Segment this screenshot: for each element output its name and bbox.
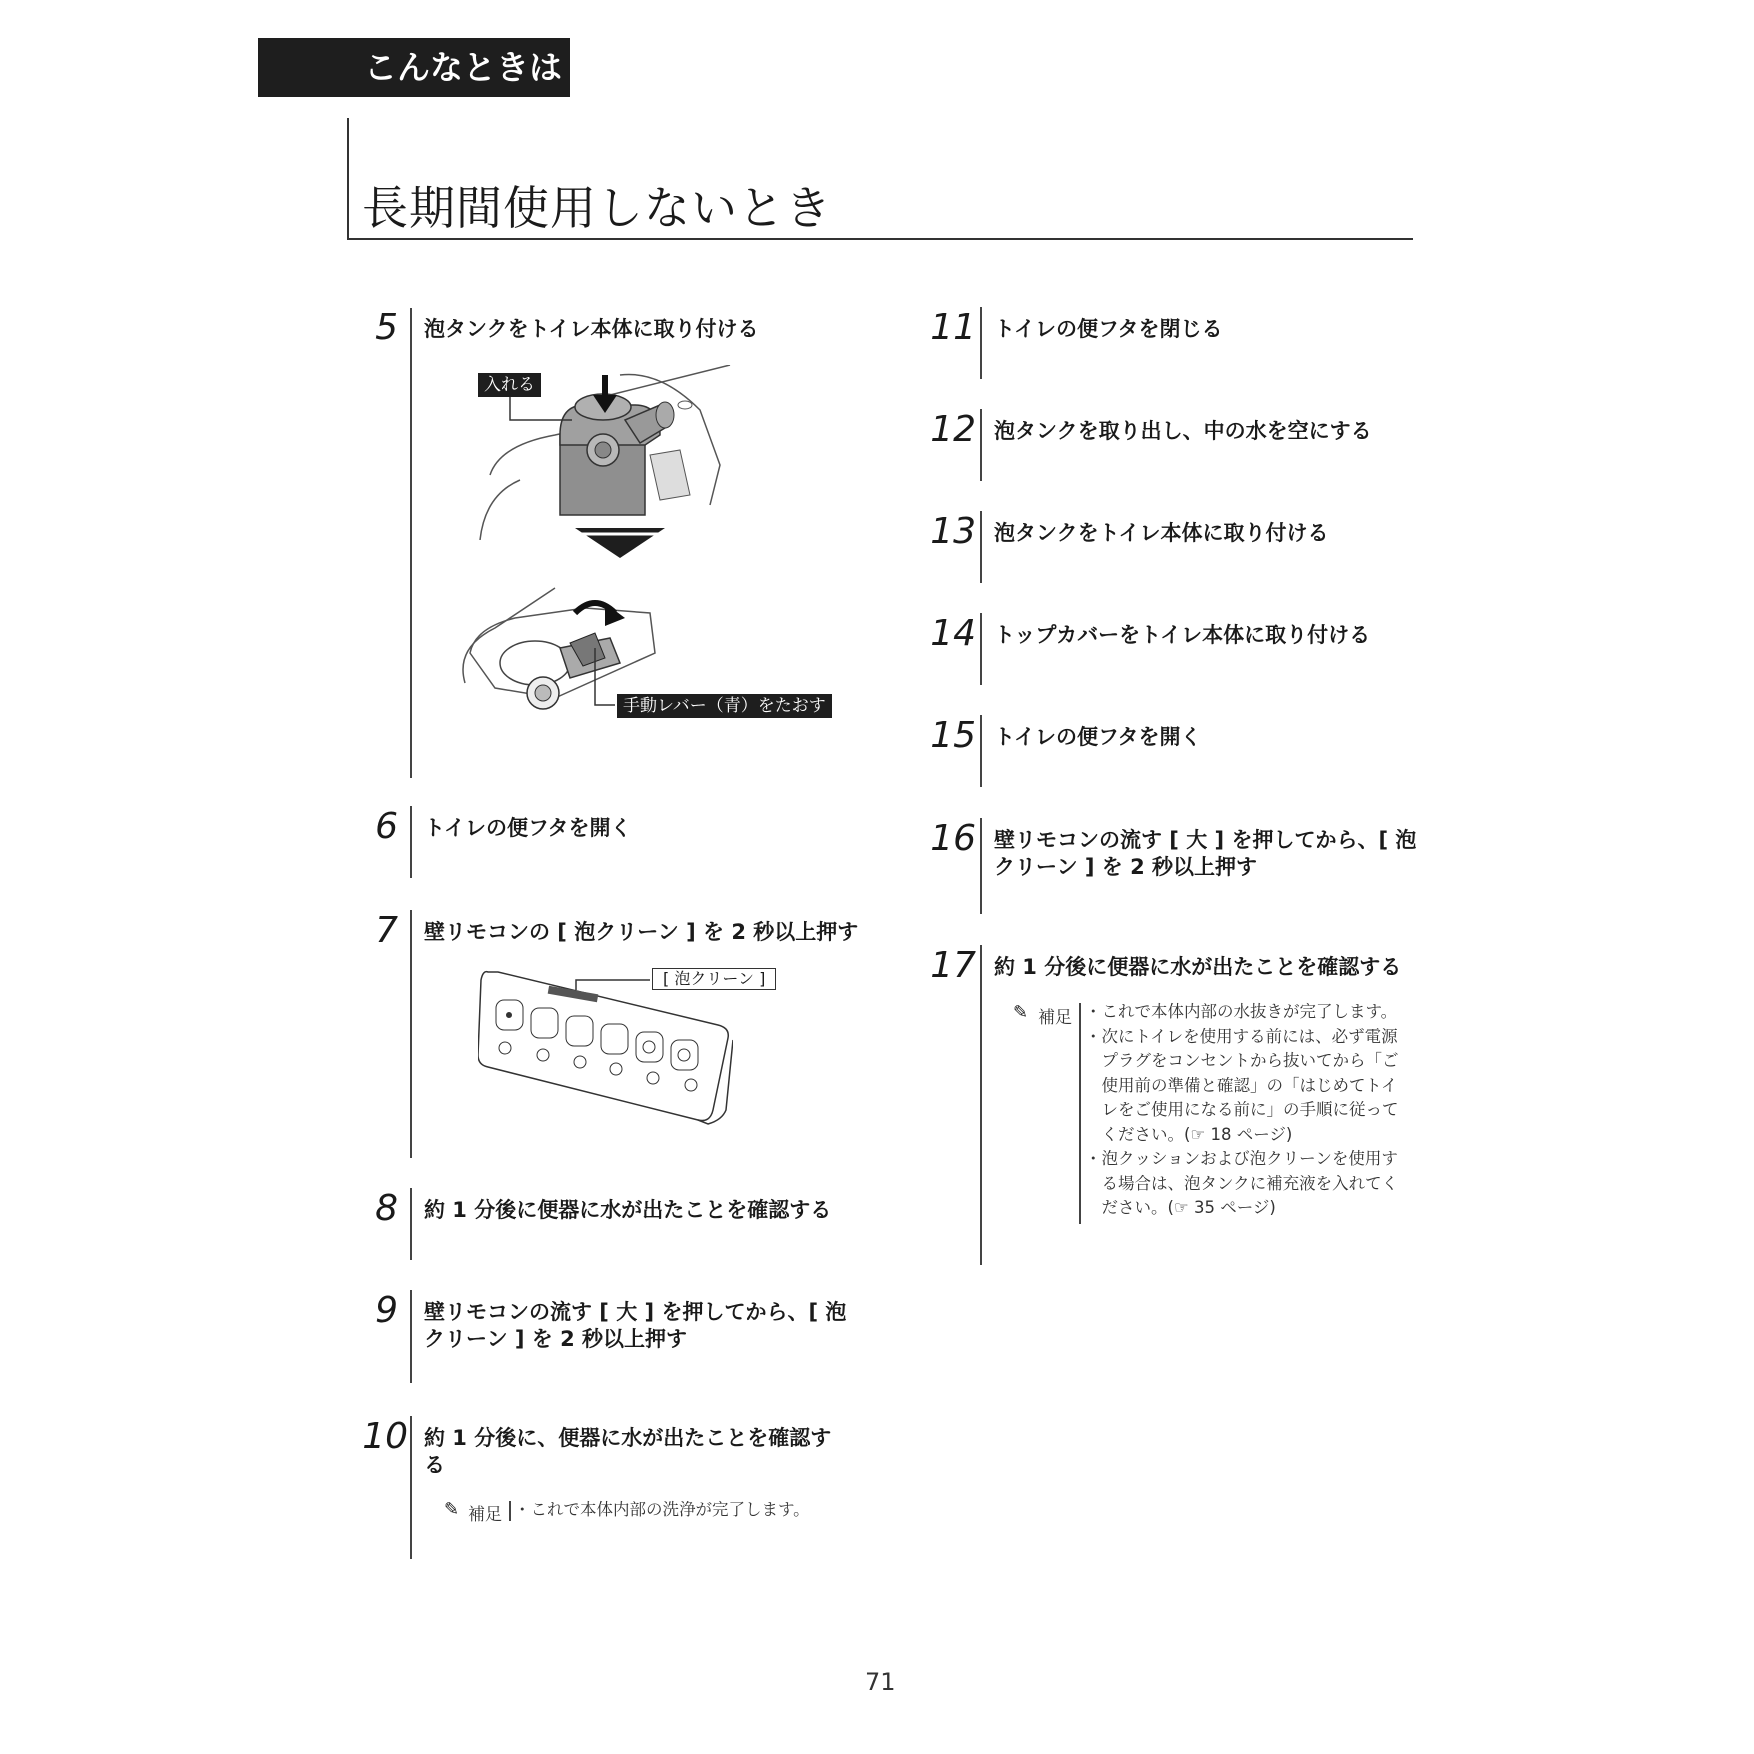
- step-text-line: 約 1 分後に、便器に水が出たことを確認す: [424, 1426, 832, 1450]
- step-number: 6: [375, 806, 398, 847]
- step-number: 12: [930, 409, 976, 450]
- step-text: [424, 1299, 846, 1353]
- page-number: 71: [865, 1668, 896, 1696]
- foam-clean-button-label: [ 泡クリーン ]: [652, 968, 776, 990]
- step-text-line: クリーン ] を 2 秒以上押す: [424, 1327, 688, 1351]
- note-line: る場合は、泡タンクに補充液を入れてく: [1085, 1173, 1399, 1193]
- note-line: ・泡クッションおよび泡クリーンを使用す: [1085, 1149, 1398, 1168]
- step-divider: [980, 307, 982, 379]
- step-number: 9: [375, 1290, 398, 1331]
- step-text-line: 壁リモコンの流す [ 大 ] を押してから、[ 泡: [424, 1300, 847, 1324]
- note-line: ださい。(☞ 35 ページ): [1085, 1198, 1276, 1217]
- title-divider-vertical: [347, 118, 349, 240]
- step-text-line: 壁リモコンの流す [ 大 ] を押してから、[ 泡: [994, 828, 1417, 852]
- step-divider: [980, 715, 982, 787]
- step-text: トイレの便フタを閉じる: [994, 317, 1223, 341]
- note-line: 使用前の準備と確認」の「はじめてトイ: [1085, 1075, 1398, 1095]
- note-line: レをご使用になる前に」の手順に従って: [1085, 1100, 1399, 1119]
- step-number: 11: [930, 307, 976, 348]
- step-text: 泡タンクをトイレ本体に取り付ける: [994, 521, 1329, 545]
- note-divider: [1079, 1003, 1081, 1224]
- step-divider: [980, 511, 982, 583]
- step-text-line: クリーン ] を 2 秒以上押す: [994, 855, 1258, 879]
- pencil-icon: ✎: [1013, 1002, 1029, 1023]
- note-text: ・これで本体内部の洗浄が完了します。: [514, 1500, 810, 1519]
- step-divider: [410, 910, 412, 1158]
- title-divider-horizontal: [347, 238, 1413, 240]
- step-number: 7: [375, 910, 398, 951]
- lever-label: 手動レバー（青）をたおす: [617, 694, 832, 718]
- insert-label: 入れる: [478, 373, 541, 397]
- step-text: 壁リモコンの [ 泡クリーン ] を 2 秒以上押す: [424, 920, 859, 944]
- step-text-line: る: [424, 1453, 445, 1477]
- step-number: 5: [375, 307, 398, 348]
- step-text: トイレの便フタを開く: [424, 816, 632, 840]
- step-divider: [410, 1416, 412, 1559]
- step-text: 泡タンクをトイレ本体に取り付ける: [424, 317, 759, 341]
- step-text: 約 1 分後に便器に水が出たことを確認する: [424, 1198, 832, 1222]
- note-line: ください。(☞ 18 ページ): [1085, 1124, 1293, 1144]
- step-divider: [980, 818, 982, 914]
- step-divider: [980, 409, 982, 481]
- note-line: ・これで本体内部の水抜きが完了します。: [1085, 1002, 1398, 1021]
- step-divider: [980, 613, 982, 685]
- note-line: プラグをコンセントから抜いてから「ご: [1085, 1051, 1399, 1070]
- step-number: 8: [375, 1188, 398, 1229]
- pencil-icon: ✎: [444, 1499, 460, 1520]
- step-text: [994, 827, 1416, 881]
- step-divider: [410, 308, 412, 778]
- next-stage-arrow: [575, 528, 665, 560]
- note-label: 補足: [1038, 1008, 1072, 1028]
- step-number: 15: [930, 715, 976, 756]
- note-line: ・次にトイレを使用する前には、必ず電源: [1085, 1026, 1398, 1046]
- step-number: 14: [930, 613, 976, 654]
- step-divider: [410, 806, 412, 878]
- note-label: 補足: [468, 1505, 502, 1525]
- step-number: 10: [362, 1416, 408, 1457]
- step-divider: [980, 945, 982, 1265]
- section-tag: こんなときは: [258, 38, 570, 97]
- step-number: 13: [930, 511, 976, 552]
- note-divider: [509, 1501, 511, 1521]
- step-text: 泡タンクを取り出し、中の水を空にする: [994, 419, 1372, 443]
- page-title: 長期間使用しないとき: [362, 181, 832, 235]
- note-text-block: [1085, 1000, 1399, 1221]
- step-number: 16: [930, 818, 976, 859]
- step-text: 約 1 分後に便器に水が出たことを確認する: [994, 955, 1402, 979]
- step-text: トイレの便フタを開く: [994, 725, 1202, 749]
- step-number: 17: [930, 945, 976, 986]
- step-divider: [410, 1188, 412, 1260]
- step-divider: [410, 1290, 412, 1383]
- step-text: トップカバーをトイレ本体に取り付ける: [994, 623, 1371, 647]
- step-text: [424, 1425, 831, 1479]
